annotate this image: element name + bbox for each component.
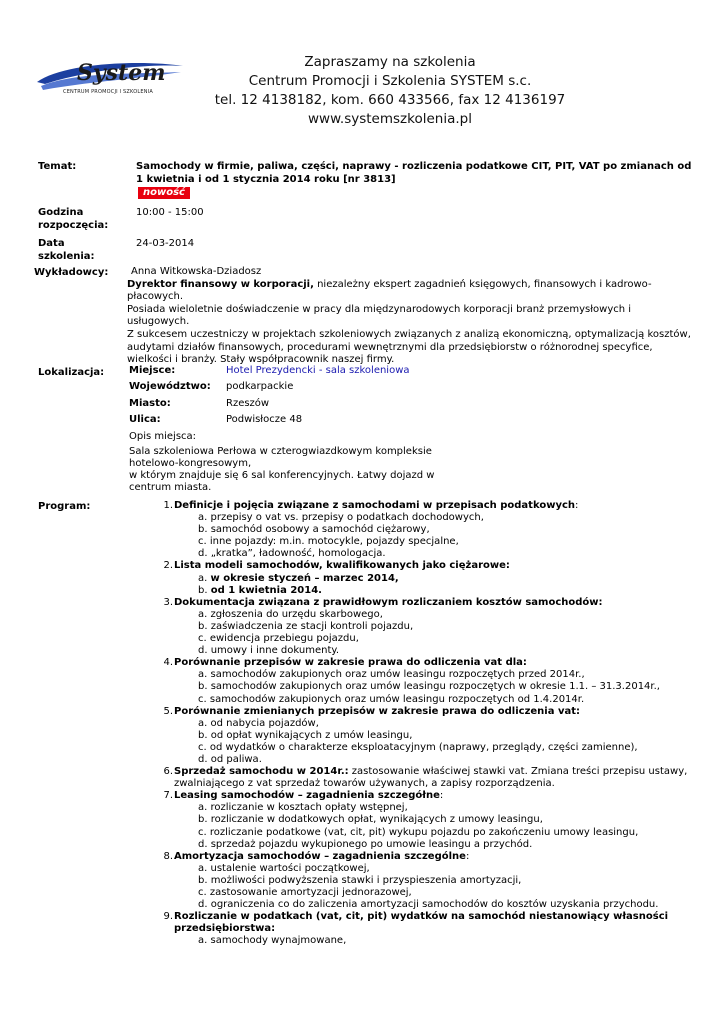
header-contact: tel. 12 4138182, kom. 660 433566, fax 12 4136197 — [214, 92, 566, 108]
program-item — [160, 657, 705, 669]
program-subitem: d. sprzedaż pojazdu wykupionego po umowie leasingu a przychód. — [198, 838, 533, 850]
svg-text:System: System — [77, 60, 166, 86]
location-street-row — [0, 413, 725, 426]
program-subitem: c. samochodów zakupionych oraz umów leasingu rozpoczętych od 1.4.2014r. — [198, 693, 585, 705]
time-label-line2: rozpoczęcia: — [38, 220, 109, 231]
program-item-title: Porównanie przepisów w zakresie prawa do odliczenia vat dla: — [174, 657, 527, 669]
program-item-text — [173, 790, 443, 802]
program-item-title: Amortyzacja samochodów – zagadnienia szczególne — [174, 850, 466, 862]
program-item-continuation: przedsiębiorstwa: — [174, 923, 276, 935]
program-item — [160, 597, 705, 609]
program-item-title: Rozliczanie w podatkach (vat, cit, pit) wydatków na samochód niestanowiący własności — [174, 911, 669, 923]
program-subitem: a. w okresie styczeń – marzec 2014, — [198, 572, 399, 584]
program-item-continuation: zwalniającego z vat sprzedaż towarów używanych, a zapisy rozporządzenia. — [174, 778, 555, 790]
time-label — [38, 206, 108, 232]
program-item — [160, 790, 705, 802]
place-description-line2: w którym znajduje się 6 sal konferencyjnych. Łatwy dojazd w centrum miasta. — [129, 470, 435, 493]
program-subitem: b. zaświadczenia ze stacji kontroli pojazdu, — [198, 620, 414, 632]
program-item — [160, 911, 705, 923]
program-subitem: c. zastosowanie amortyzacji jednorazowej, — [198, 887, 412, 898]
program-subitem: c. inne pojazdy: m.in. motocykle, pojazdy specjalne, — [198, 536, 459, 548]
place-link[interactable]: Hotel Prezydencki - sala szkoleniowa — [226, 365, 410, 376]
program-item-title: Lista modeli samochodów, kwalifikowanych jako ciężarowe: — [174, 560, 510, 572]
program-subitem: d. ograniczenia co do zaliczenia amortyzacji samochodów do kosztów uzyskania przychodu. — [198, 899, 659, 911]
program-subitem: a. zgłoszenia do urzędu skarbowego, — [198, 608, 383, 620]
street-value: Podwisłocze 48 — [226, 414, 303, 425]
region-label: Województwo: — [129, 381, 211, 392]
program-item-number: 1. — [163, 500, 173, 511]
program-item — [160, 766, 705, 778]
program-item-number: 8. — [163, 850, 173, 862]
program-subitem: a. od nabycia pojazdów, — [198, 717, 319, 729]
program-item-title: Dokumentacja związana z prawidłowym rozliczaniem kosztów samochodów: — [174, 596, 603, 608]
program-subitem: c. od wydatków o charakterze eksploatacyjnym (naprawy, przeglądy, części zamienne), — [198, 741, 638, 753]
program-item-title: Sprzedaż samochodu w 2014r.: — [174, 766, 349, 778]
program-item-number: 9. — [163, 911, 173, 923]
program-subitem: d. umowy i inne dokumenty. — [198, 645, 340, 657]
program-item-title: Leasing samochodów – zagadnienia szczegółne — [174, 790, 440, 802]
program-item-number: 4. — [163, 657, 173, 669]
program-item-text — [173, 766, 687, 778]
lecturer-role-title: Dyrektor finansowy w korporacji, — [127, 278, 314, 290]
program-subitem: a. ustalenie wartości początkowej, — [198, 862, 370, 874]
lecturer-role — [127, 279, 692, 304]
topic-label: Temat: — [38, 161, 77, 172]
program-item-number: 3. — [163, 596, 173, 608]
program-item-suffix: : — [575, 500, 579, 511]
company-logo — [35, 52, 185, 100]
program-item-text — [173, 851, 469, 863]
place-label: Miejsce: — [129, 365, 176, 376]
topic-text: Samochody w firmie, paliwa, części, naprawy - rozliczenia podatkowe CIT, PIT, VAT po zmianach od 1 kwietnia i od 1 stycznia 2014 roku [nr 3813] — [136, 161, 692, 185]
time-label-line1: Godzina — [38, 207, 84, 218]
program-item-text — [173, 597, 603, 609]
program-item-number: 2. — [163, 560, 173, 572]
region-value: podkarpackie — [226, 381, 294, 392]
program-subitem: d. „kratka”, ładowność, homologacja. — [198, 548, 386, 560]
program-item-number: 6. — [163, 766, 173, 778]
logo-tagline: CENTRUM PROMOCJI I SZKOLENIA — [63, 89, 153, 95]
location-label: Lokalizacja: — [38, 367, 105, 378]
program-subitem: b. od 1 kwietnia 2014. — [198, 584, 322, 596]
date-label-line1: Data — [38, 238, 65, 249]
training-date: 24-03-2014 — [136, 238, 195, 249]
program-item-title: Definicje i pojęcia związane z samochodami w przepisach podatkowych — [174, 500, 576, 511]
program-item-text — [173, 657, 527, 669]
lecturer-bio-1: Posiada wieloletnie doświadczenie w pracy dla międzynarodowych korporacji branż przemysłowych i usługowych. — [127, 303, 632, 328]
lecturer-role-desc: niezależny ekspert zagadnień księgowych, finansowych i kadrowo-płacowych. — [127, 278, 652, 303]
program-subitem: c. ewidencja przebiegu pojazdu, — [198, 633, 359, 645]
place-description-label: Opis miejsca: — [129, 431, 197, 442]
location-region-row — [0, 380, 725, 393]
lecturer-info — [127, 266, 692, 367]
header — [190, 53, 590, 129]
place-description — [129, 446, 449, 494]
program-subitem: b. możliwości podwyższenia stawki i przyspieszenia amortyzacji, — [198, 874, 522, 886]
program-item — [160, 706, 705, 718]
start-time: 10:00 - 15:00 — [136, 207, 204, 218]
program-subitem: b. rozliczanie w dodatkowych opłat, wynikających z umowy leasingu, — [198, 814, 543, 826]
program-list — [160, 500, 705, 947]
program-item-number: 5. — [163, 705, 173, 717]
lecturer-name: Anna Witkowska-Dziadosz — [131, 266, 262, 277]
program-subitem: a. przepisy o vat vs. przepisy o podatkach dochodowych, — [198, 512, 484, 524]
program-subitem: b. samochód osobowy a samochód ciężarowy, — [198, 524, 430, 536]
program-item-text — [173, 911, 668, 923]
program-item-suffix: : — [465, 850, 470, 862]
program-subitem: b. od opłat wynikających z umów leasingu, — [198, 729, 413, 741]
program-item-suffix: zastosowanie właściwej stawki vat. Zmiana treści przepisu ustawy, — [348, 766, 688, 778]
program-item-text — [173, 706, 580, 718]
city-value: Rzeszów — [226, 398, 270, 409]
city-label: Miasto: — [129, 398, 171, 409]
program-subitem: a. samochodów zakupionych oraz umów leasingu rozpoczętych przed 2014r., — [198, 669, 585, 681]
topic-title — [136, 160, 701, 199]
program-item — [160, 500, 705, 512]
program-item-suffix: : — [439, 790, 444, 802]
header-website[interactable]: www.systemszkolenia.pl — [308, 111, 472, 127]
program-subitem: a. rozliczanie w kosztach opłaty wstępnej, — [198, 802, 408, 814]
program-item-number: 7. — [163, 790, 173, 802]
program-label: Program: — [38, 501, 91, 512]
program-item — [160, 851, 705, 863]
program-item — [160, 560, 705, 572]
header-company: Centrum Promocji i Szkolenia SYSTEM s.c. — [248, 73, 532, 89]
header-invite: Zapraszamy na szkolenia — [304, 54, 476, 70]
program-subitem: d. od paliwa. — [198, 753, 262, 765]
program-subitem: c. rozliczanie podatkowe (vat, cit, pit) wykupu pojazdu po zakończeniu umowy leasingu, — [198, 826, 639, 838]
program-subitem: b. samochodów zakupionych oraz umów leasingu rozpoczętych w okresie 1.1. – 31.3.2014r., — [198, 681, 660, 693]
place-description-line1: Sala szkoleniowa Perłowa w czterogwiazdkowym kompleksie hotelowo-kongresowym, — [129, 446, 432, 469]
new-badge: nowość — [138, 187, 190, 199]
lecturer-bio-2: Z sukcesem uczestniczy w projektach szkoleniowych związanych z analizą ekonomiczną, optymalizacją kosztów, audytami działów finansowych, procedurami wewnętrznymi dla przedsiębiorstw o różnorodnej specyfice, wielkości i branży. Stały współpracownik naszej firmy. — [127, 328, 691, 366]
location-city-row — [0, 397, 725, 410]
lecturers-label: Wykładowcy: — [34, 267, 109, 278]
program-item-text — [173, 500, 578, 512]
program-subitem: a. samochody wynajmowane, — [198, 935, 347, 947]
date-label-line2: szkolenia: — [38, 251, 95, 262]
program-item-text — [173, 560, 510, 572]
program-item-title: Porównanie zmienianych przepisów w zakresie prawa do odliczenia vat: — [174, 705, 580, 717]
street-label: Ulica: — [129, 414, 161, 425]
location-place-row — [0, 364, 725, 377]
date-label — [38, 237, 95, 263]
